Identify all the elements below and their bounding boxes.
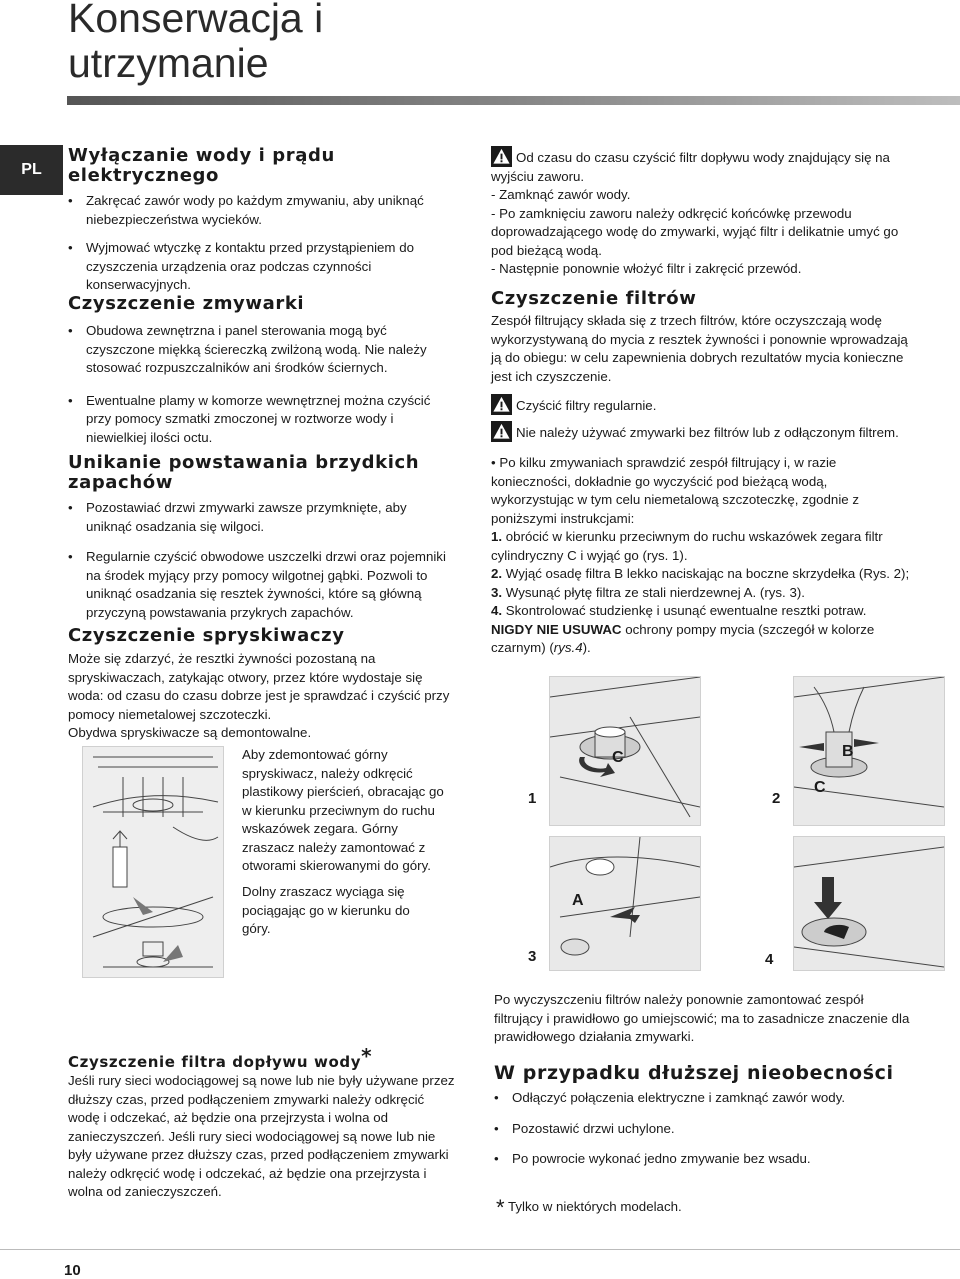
- figure-4-number: 4: [765, 951, 774, 968]
- figure-1: [549, 676, 701, 826]
- list-item: • Odłączyć połączenia elektryczne i zamknąć zawór wody.: [494, 1089, 914, 1108]
- filters-section: [491, 289, 911, 658]
- cleaning-section: [68, 294, 448, 457]
- figure-3-number: 3: [528, 948, 537, 965]
- footnote: * Tylko w niektórych modelach.: [496, 1195, 682, 1220]
- sprayers-heading: Czyszczenie spryskiwaczy: [68, 625, 345, 646]
- top-warning: Od czasu do czasu czyścić filtr dopływu wody znajdujący się na wyjściu zaworu.: [491, 146, 911, 186]
- list-item: • Regularnie czyścić obwodowe uszczelki drzwi oraz pojemniki na środek myjący przy pomocy wilgotnej gąbki. Pozwoli to uniknąć osadzania się resztek żywności, które są główną przyczyną powstawania przykrych zapachów.: [68, 548, 448, 622]
- sprayer-illustration: [82, 746, 224, 978]
- water-list: [68, 192, 448, 295]
- water-section: [68, 146, 448, 305]
- step: - Po zamknięciu zaworu należy odkręcić końcówkę przewodu doprowadzającego wodę do zmywarki, wyjąć filtr i delikatnie umyć go pod bieżącą wodą.: [491, 205, 899, 258]
- filter-step-3: 3. Wysunąć płytę filtra ze stali nierdzewnej A. (rys. 3).: [491, 584, 805, 600]
- filter-step-4: 4. Skontrolować studzienkę i usunąć ewentualne resztki potraw.: [491, 603, 867, 618]
- after-text: Po wyczyszczeniu filtrów należy ponownie zamontować zespół filtrujący i prawidłowo go umiejscowić; ma to zasadnicze znaczenie dla prawidłowego działania zmywarki.: [494, 992, 910, 1044]
- absence-heading: W przypadku dłuższej nieobecności: [494, 1062, 894, 1084]
- filters-warning-2: Nie należy używać zmywarki bez filtrów lub z odłączonym filtrem.: [491, 421, 911, 443]
- odor-heading: Unikanie powstawania brzydkich zapachów: [68, 452, 420, 493]
- list-item: • Pozostawiać drzwi zmywarki zawsze przymknięte, aby uniknąć osadzania się wilgoci.: [68, 499, 448, 536]
- filters-heading: Czyszczenie filtrów: [491, 288, 697, 309]
- sprayers-text: Może się zdarzyć, że resztki żywności pozostaną na spryskiwaczach, zatykając otwory, przez które wydostaje się woda: od czasu do czasu dobrze jest je sprawdzać i czyścić przy pomocy niemetalowej szczoteczki.: [68, 651, 450, 722]
- list-item: • Po powrocie wykonać jedno zmywanie bez wsadu.: [494, 1150, 914, 1169]
- warning-icon: [491, 421, 512, 442]
- sprayers-section: [68, 626, 453, 743]
- step: - Następnie ponownie włożyć filtr i zakręcić przewód.: [491, 261, 802, 276]
- list-item: • Pozostawić drzwi uchylone.: [494, 1120, 914, 1139]
- figure-1-label-c: C: [612, 749, 624, 766]
- figure-1-number: 1: [528, 790, 537, 807]
- language-tab: PL: [0, 145, 63, 195]
- figure-2-label-b: B: [842, 743, 854, 760]
- inlet-section: [68, 1046, 458, 1202]
- filters-warning-1: Czyścić filtry regularnie.: [491, 394, 911, 416]
- dishwasher-sprayer-image: [83, 747, 223, 977]
- cleaning-heading: Czyszczenie zmywarki: [68, 293, 305, 314]
- figure-2-label-c: C: [814, 779, 826, 796]
- sprayers-text2: Obydwa spryskiwacze są demontowalne.: [68, 725, 312, 740]
- list-item: • Obudowa zewnętrzna i panel sterowania mogą być czyszczone miękką ściereczką zwilżoną wodą. Nie należy stosować rozpuszczalników ani środków ściernych.: [68, 322, 448, 378]
- title-rule: [67, 96, 960, 105]
- figure-4: [793, 836, 945, 971]
- odor-section: [68, 453, 448, 632]
- absence-section: [494, 1063, 914, 1179]
- warning-icon: [491, 394, 512, 415]
- page-number: 10: [64, 1262, 81, 1279]
- filter-step-2: 2. Wyjąć osadę filtra B lekko naciskając na boczne skrzydełka (Rys. 2);: [491, 566, 910, 581]
- never-remove-note: NIGDY NIE USUWAC ochrony pompy mycia (szczegół w kolorze czarnym) (rys.4).: [491, 621, 875, 655]
- absence-list: [494, 1089, 914, 1169]
- filters-text: Zespół filtrujący składa się z trzech filtrów, które oczyszczają wodę wykorzystywaną do mycia z resztek żywności i ponownie wprowadzają ją do obiegu: w celu zapewnienia dobrych rezultatów mycia konieczne jest ich czyszczenie.: [491, 313, 908, 384]
- list-item: • Ewentualne plamy w komorze wewnętrznej można czyścić przy pomocy szmatki zmoczonej w roztworze wody i niewielkiej ilości octu.: [68, 392, 448, 448]
- footer-rule: [0, 1249, 960, 1250]
- inlet-heading: Czyszczenie filtra dopływu wody*: [68, 1044, 373, 1071]
- figure-3-label-a: A: [572, 892, 584, 909]
- list-item: • Wyjmować wtyczkę z kontaktu przed przystąpieniem do czyszczenia urządzenia oraz podczas czynności konserwacyjnych.: [68, 239, 448, 295]
- inlet-text: Jeśli rury sieci wodociągowej są nowe lub nie były używane przez dłuższy czas, przed podłączeniem zmywarki należy odkręcić wodę i odczekać, aż będzie ona przejrzysta i wolna od zanieczyszczeń. Jeśli rury sieci wodociągowej są nowe lub nie były używane przez dłuższy czas, przed podłączeniem zmywarki należy odkręcić wodę i odczekać, aż będzie ona przejrzysta i wolna od zanieczyszczeń.: [68, 1073, 455, 1199]
- inlet-filter-steps: [491, 146, 911, 279]
- figure-2: [793, 676, 945, 826]
- filters-bullet: • Po kilku zmywaniach sprawdzić zespół filtrujący i, w razie konieczności, dokładnie go wyczyścić pod bieżącą wodą, wykorzystując w tym celu niemetalową szczoteczkę, zgodnie z poniższymi instrukcjami:: [491, 455, 860, 526]
- water-heading: Wyłączanie wody i prądu elektrycznego: [68, 145, 335, 186]
- warning-icon: [491, 146, 512, 167]
- lower-sprayer-text: Dolny zraszacz wyciąga się pociągając go w kierunku do góry.: [242, 884, 410, 936]
- step: - Zamknąć zawór wody.: [491, 187, 631, 202]
- odor-list: [68, 499, 448, 622]
- filter-step-1: 1. obrócić w kierunku przeciwnym do ruchu wskazówek zegara filtr cylindryczny C i wyjąć go (rys. 1).: [491, 529, 883, 563]
- figure-2-number: 2: [772, 790, 781, 807]
- cleaning-list: [68, 322, 448, 447]
- list-item: • Zakręcać zawór wody po każdym zmywaniu, aby uniknąć niebezpieczeństwa wycieków.: [68, 192, 448, 229]
- page-title: Konserwacja i utrzymanie: [68, 0, 324, 86]
- upper-sprayer-text: Aby zdemontować górny spryskiwacz, należy odkręcić plastikowy pierścień, obracając go w kierunku przeciwnym do ruchu wskazówek zegara. Górny zraszacz należy zamontować z otworami skierowanymi do góry.: [242, 747, 444, 873]
- figure-3: [549, 836, 701, 971]
